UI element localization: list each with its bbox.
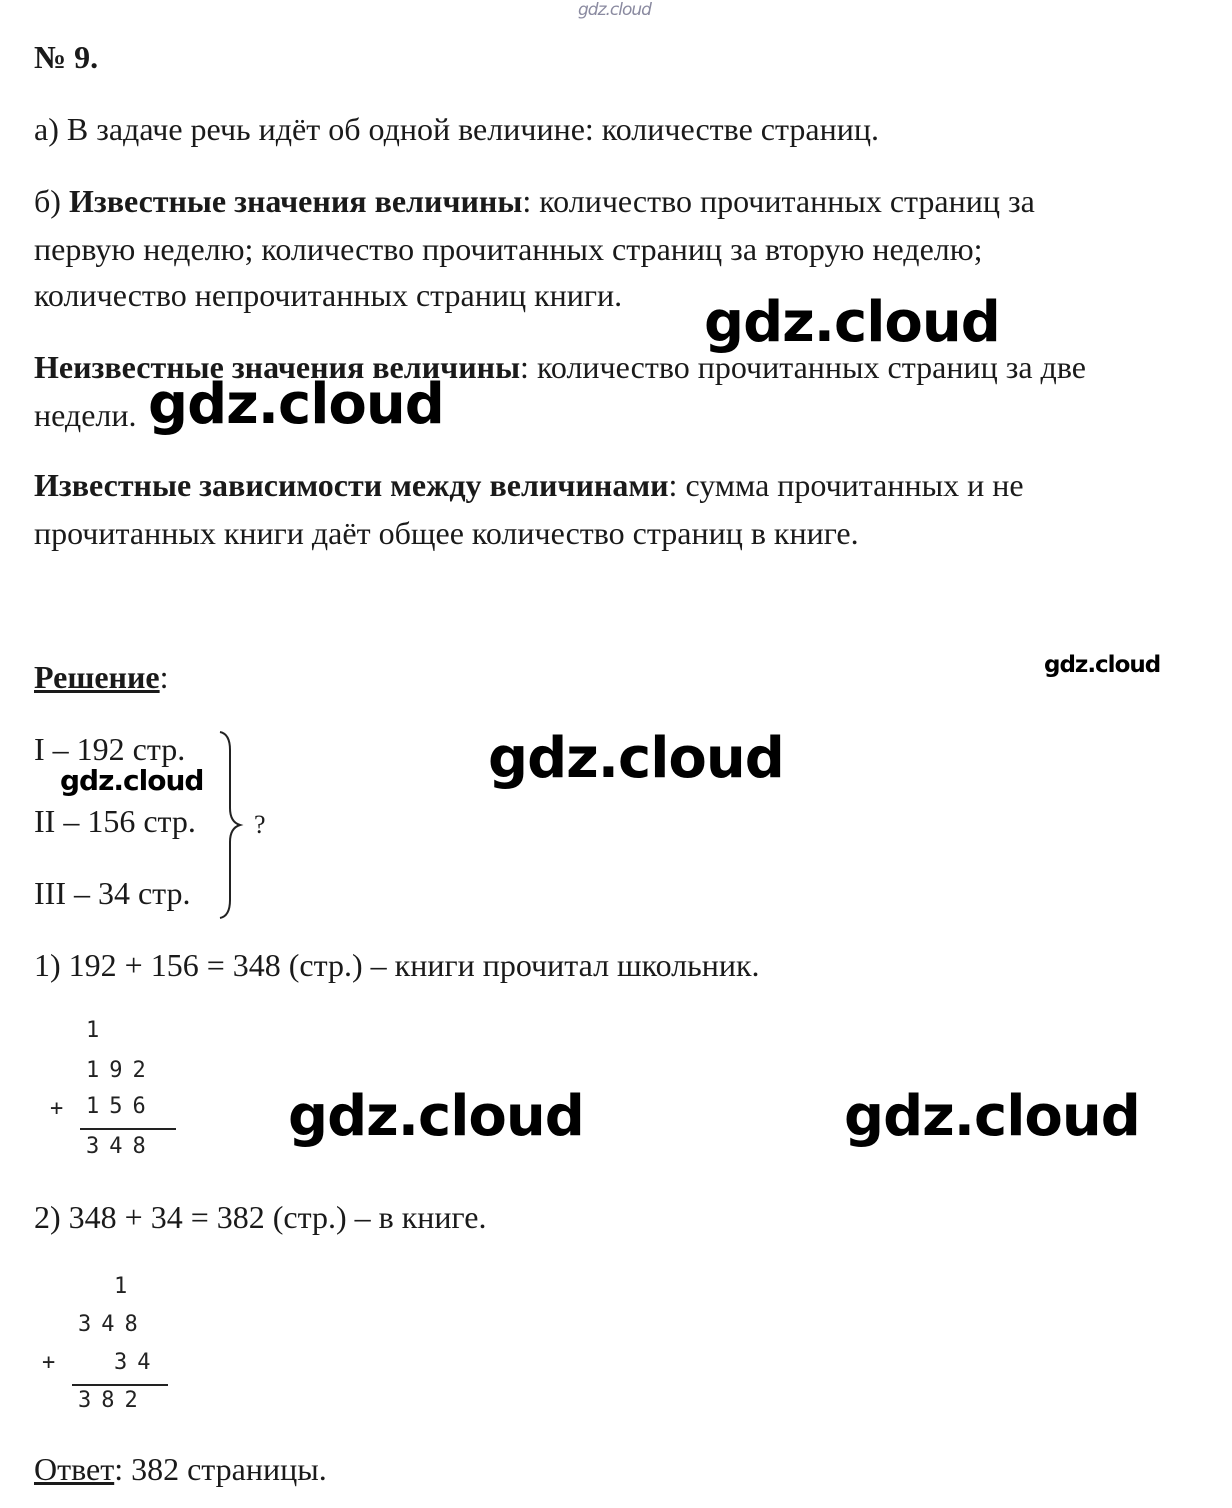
- known-values-label: Известные значения величины: [68, 183, 523, 219]
- calc1-result: 348: [86, 1134, 156, 1159]
- known-values-line-1: б) Известные значения величины: количество прочитанных страниц за: [34, 183, 1035, 219]
- known-values-line-3: количество непрочитанных страниц книги.: [34, 277, 623, 313]
- unknown-values-line-2: недели.: [34, 397, 137, 433]
- watermark: gdz.cloud: [488, 726, 784, 791]
- watermark-top: gdz.cloud: [578, 0, 651, 20]
- dependencies-line-1: Известные зависимости между величинами: сумма прочитанных и не: [34, 467, 1024, 503]
- step-2: 2) 348 + 34 = 382 (стр.) – в книге.: [34, 1199, 487, 1235]
- watermark: gdz.cloud: [1044, 652, 1161, 678]
- record-question: ?: [254, 810, 266, 839]
- answer-label: Ответ: [34, 1451, 115, 1487]
- record-row-2: II – 156 стр.: [34, 803, 196, 839]
- unknown-values-line-1: Неизвестные значения величины: количество прочитанных страниц за две: [34, 349, 1086, 385]
- calc1-addend-1: 192: [86, 1058, 156, 1083]
- record-row-3: III – 34 стр.: [34, 875, 191, 911]
- calc2-carry: 1: [114, 1274, 138, 1299]
- calc2-addend-1: 348: [78, 1312, 148, 1337]
- known-values-line-2: первую неделю; количество прочитанных страниц за вторую неделю;: [34, 231, 983, 267]
- answer: Ответ: 382 страницы.: [34, 1451, 327, 1487]
- watermark: gdz.cloud: [60, 764, 204, 797]
- calc2-plus: +: [42, 1350, 66, 1375]
- calc1-addend-2: 156: [86, 1094, 156, 1119]
- calc1-rule: [80, 1128, 176, 1130]
- calc2-result: 382: [78, 1388, 148, 1413]
- record-row-1: I – 192 стр.: [34, 731, 186, 767]
- watermark: gdz.cloud: [844, 1084, 1140, 1149]
- solution-heading: Решение:: [34, 659, 169, 695]
- dependencies-label: Известные зависимости между величинами: [34, 467, 669, 503]
- part-a: а) В задаче речь идёт об одной величине: количестве страниц.: [34, 111, 879, 147]
- calc2-addend-2: 34: [114, 1350, 161, 1375]
- task-heading: № 9.: [34, 39, 99, 75]
- calc1-plus: +: [50, 1096, 74, 1121]
- watermark: gdz.cloud: [704, 290, 1000, 355]
- step-1: 1) 192 + 156 = 348 (стр.) – книги прочитал школьник.: [34, 947, 760, 983]
- unknown-values-label: Неизвестные значения величины: [34, 349, 521, 385]
- watermark: gdz.cloud: [288, 1084, 584, 1149]
- watermark: gdz.cloud: [148, 372, 444, 437]
- dependencies-line-2: прочитанных книги даёт общее количество страниц в книге.: [34, 515, 859, 551]
- calc2-rule: [72, 1384, 168, 1386]
- calc1-carry: 1: [86, 1018, 110, 1043]
- curly-brace-icon: [212, 730, 248, 920]
